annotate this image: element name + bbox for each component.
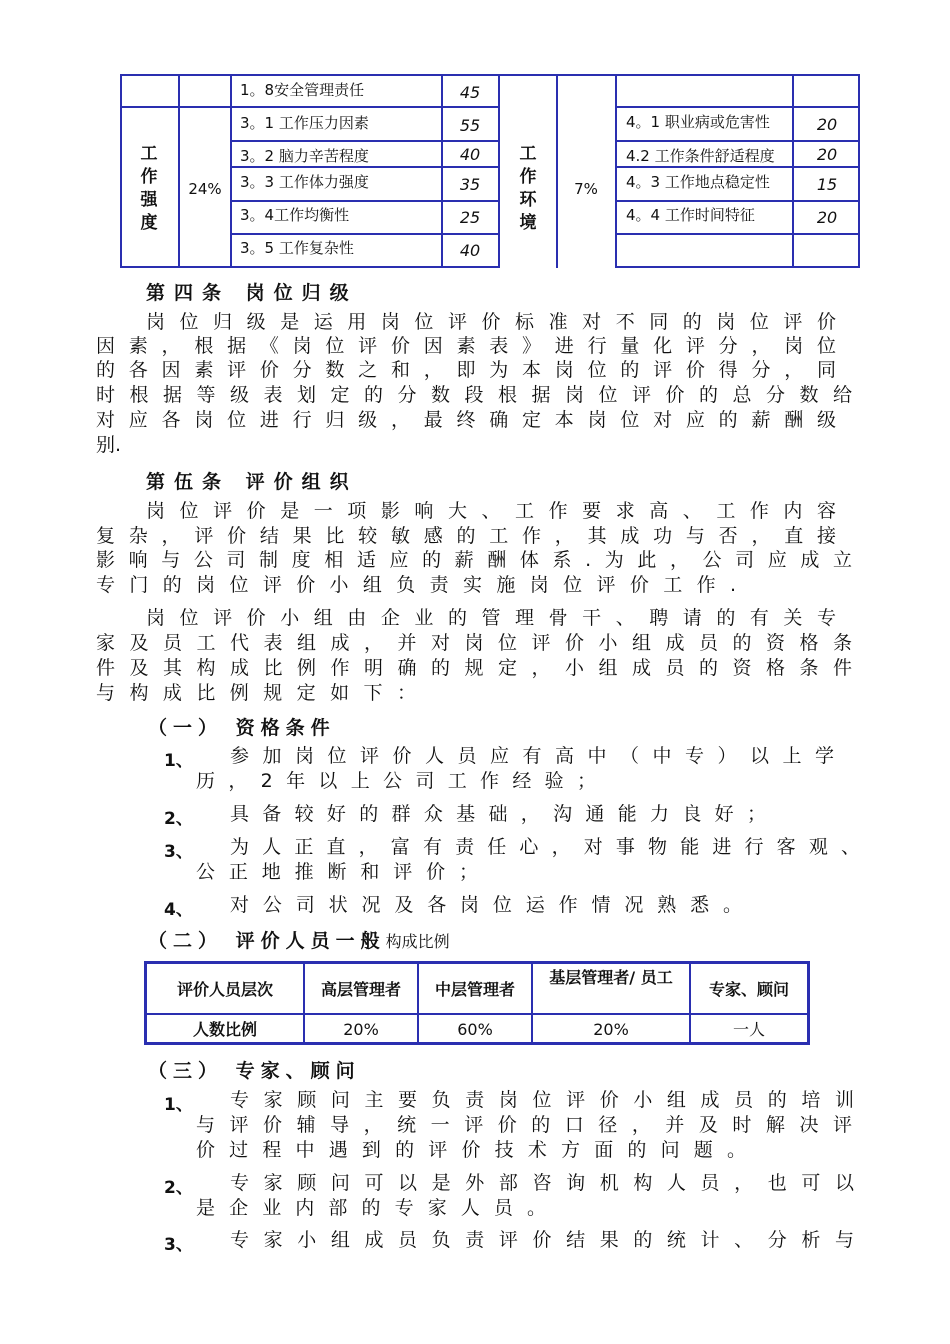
table-header: 基层管理者/ 员工	[549, 968, 673, 987]
item-line: 为人正直，富有责任心，对事物能进行客观、	[230, 836, 860, 858]
article4-line: 的各因素评价分数之和，即为本岗位的评价得分，同	[96, 359, 836, 381]
item-line: 参加岗位评价人员应有高中（中专）以上学	[230, 745, 834, 767]
article5-line: 家及员工代表组成，并对岗位评价小组成员的资格条	[96, 632, 852, 654]
factor-score: 25	[459, 208, 481, 227]
factor-item: 4。1 职业病或危害性	[626, 113, 770, 131]
item-line: 价过程中遇到的评价技术方面的问题。	[196, 1139, 746, 1161]
factor-item: 3。5 工作复杂性	[240, 239, 354, 257]
factor-score: 20	[816, 145, 838, 164]
group-label-char: 环	[519, 190, 537, 210]
item-line: 公正地推断和评价；	[196, 861, 478, 883]
table-cell: 60%	[457, 1020, 493, 1039]
table-header: 评价人员层次	[176, 980, 273, 999]
article5-line: 与构成比例规定如下：	[96, 682, 416, 704]
section1-title: （一） 资格条件	[148, 717, 336, 739]
article4-line: 岗位归级是运用岗位评价标准对不同的岗位评价	[146, 311, 836, 333]
article5-line: 岗位评价是一项影响大、工作要求高、工作内容	[146, 500, 836, 522]
factor-score: 55	[459, 116, 481, 135]
table-cell: 20%	[343, 1020, 379, 1039]
factor-score: 15	[816, 175, 838, 194]
group-label-char: 作	[140, 167, 158, 187]
table-header: 高层管理者	[320, 980, 401, 999]
factor-score: 20	[816, 208, 838, 227]
item-line: 是企业内部的专家人员。	[196, 1197, 546, 1219]
item-line: 专家顾问主要负责岗位评价小组成员的培训	[230, 1089, 854, 1111]
group-label-char: 境	[519, 213, 537, 233]
item-number: 3、	[164, 1235, 193, 1255]
factor-score: 40	[459, 145, 481, 164]
section3-title: （三） 专家、顾问	[148, 1060, 361, 1082]
factor-score: 35	[459, 175, 481, 194]
item-number: 3、	[164, 842, 193, 862]
item-number: 1、	[164, 1095, 193, 1115]
section2-title	[148, 926, 450, 953]
factor-item: 4。4 工作时间特征	[626, 206, 755, 224]
composition-table	[144, 961, 810, 1045]
item-line: 历，2年以上公司工作经验；	[196, 770, 596, 792]
item-line: 对公司状况及各岗位运作情况熟悉。	[230, 894, 742, 916]
article5-line: 件及其构成比例作明确的规定，小组成员的资格条件	[96, 657, 852, 679]
group-label-char: 工	[140, 144, 158, 164]
item-number: 2、	[164, 1178, 193, 1198]
item-line: 专家顾问可以是外部咨询机构人员，也可以	[230, 1172, 854, 1194]
factor-item: 3。4工作均衡性	[240, 206, 350, 224]
factor-item: 3。3 工作体力强度	[240, 173, 369, 191]
factor-item: 3。1 工作压力因素	[240, 114, 369, 132]
article5-line: 岗位评价小组由企业的管理骨干、聘请的有关专	[146, 607, 836, 629]
factor-item: 4.2 工作条件舒适程度	[626, 147, 775, 165]
section2-title-suffix: 构成比例	[385, 932, 450, 951]
article5-heading: 第伍条 评价组织	[146, 471, 358, 493]
section2-title-main: （二） 评价人员一般	[148, 930, 386, 952]
item-number: 4、	[164, 900, 193, 920]
article4-line: 因素，根据《岗位评价因素表》进行量化评分，岗位	[96, 335, 836, 357]
item-line: 专家小组成员负责评价结果的统计、分析与	[230, 1229, 854, 1251]
group-weight: 24%	[188, 180, 222, 198]
group-label-char: 工	[519, 144, 537, 164]
factor-score: 45	[459, 83, 481, 102]
group-label-char: 作	[519, 167, 537, 187]
article5-line: 影响与公司制度相适应的薪酬体系.为此，公司应成立	[96, 549, 852, 571]
table-cell: 一人	[732, 1020, 765, 1039]
group-label-char: 度	[140, 213, 158, 233]
table-header: 专家、顾问	[708, 980, 789, 999]
table-cell: 20%	[593, 1020, 629, 1039]
item-line: 具备较好的群众基础，沟通能力良好；	[230, 803, 766, 825]
factor-item: 1。8安全管理责任	[240, 81, 365, 99]
item-number: 1、	[164, 751, 193, 771]
table-cell: 人数比例	[192, 1020, 257, 1039]
factor-item: 4。3 工作地点稳定性	[626, 173, 770, 191]
item-number: 2、	[164, 809, 193, 829]
factor-score: 40	[459, 241, 481, 260]
article4-line: 时根据等级表划定的分数段根据岗位评价的总分数给	[96, 384, 852, 406]
factor-score: 20	[816, 115, 838, 134]
article4-line: 对应各岗位进行归级，最终确定本岗位对应的薪酬级	[96, 409, 836, 431]
factor-item: 3。2 脑力辛苦程度	[240, 147, 369, 165]
article4-line: 别.	[96, 434, 122, 456]
group-weight: 7%	[574, 180, 598, 198]
item-line: 与评价辅导，统一评价的口径，并及时解决评	[196, 1114, 852, 1136]
article5-line: 复杂，评价结果比较敏感的工作，其成功与否，直接	[96, 525, 836, 547]
article4-heading: 第四条 岗位归级	[146, 282, 358, 304]
article5-line: 专门的岗位评价小组负责实施岗位评价工作.	[96, 574, 736, 596]
group-label-char: 强	[140, 190, 158, 210]
table-header: 中层管理者	[434, 980, 515, 999]
